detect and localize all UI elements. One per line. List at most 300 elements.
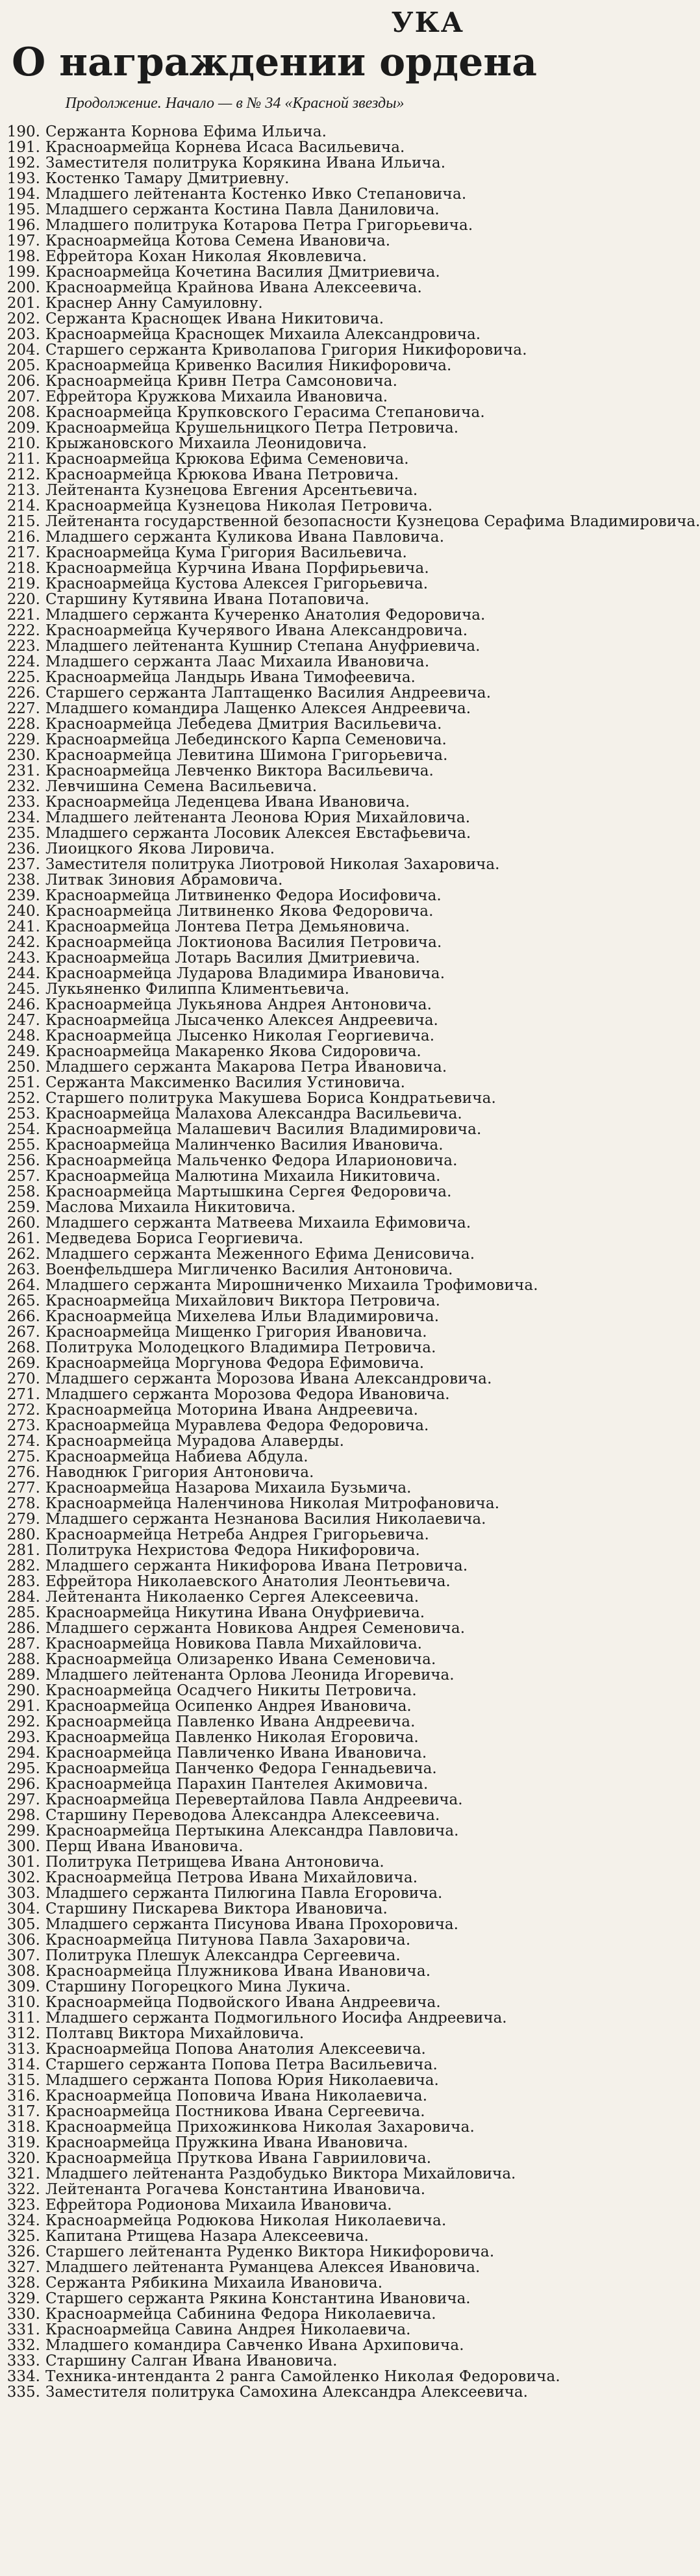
item-text: Младшего лейтенанта Раздобудько Виктора Михайловича.: [45, 2166, 516, 2182]
item-number: 300.: [6, 1838, 40, 1855]
item-number: 295.: [6, 1760, 40, 1777]
item-number: 222.: [6, 622, 40, 639]
item-number: 248.: [6, 1028, 40, 1044]
item-text: Старшину Кутявина Ивана Потаповича.: [45, 591, 369, 608]
item-text: Ефрейтора Николаевского Анатолия Леонтьевича.: [45, 1573, 451, 1590]
item-text: Красноармейца Павленко Ивана Андреевича.: [45, 1713, 416, 1730]
list-item: [5, 1792, 464, 1808]
item-text: Красноармейца Лударова Владимира Ивановича.: [45, 965, 445, 982]
item-number: 294.: [6, 1745, 40, 1762]
list-item: [5, 2229, 464, 2244]
item-number: 296.: [6, 1776, 40, 1793]
item-number: 203.: [6, 326, 40, 343]
list-item: [5, 1605, 464, 1621]
item-number: 326.: [6, 2243, 40, 2260]
list-item: [5, 2384, 528, 2401]
list-item: [5, 2290, 471, 2307]
list-item: [5, 2026, 464, 2041]
item-text: Лейтенанта Рогачева Константина Ивановича.: [45, 2181, 426, 2198]
list-item: [5, 1948, 464, 1964]
list-item: [5, 1215, 471, 1231]
item-text: Лукьяненко Филиппа Климентьевича.: [45, 981, 349, 998]
item-text: Красноармейца Лотарь Василия Дмитриевича.: [45, 950, 420, 966]
item-text: Красноармейца Малашевич Василия Владимировича.: [45, 1121, 482, 1138]
decree-heading-fragment: УКА: [391, 6, 464, 38]
item-number: 284.: [6, 1589, 40, 1606]
list-item: [5, 809, 471, 826]
item-number: 214.: [6, 498, 40, 514]
item-text: Младшего сержанта Подмогильного Иосифа Андреевича.: [45, 2010, 507, 2027]
item-number: 298.: [6, 1807, 40, 1824]
item-text: Красноармейца Крушельницкого Петра Петровича.: [45, 420, 459, 436]
item-text: Красноармейца Кустова Алексея Григорьевича.: [45, 575, 429, 592]
item-text: Красноармейца Олизаренко Ивана Семеновича.: [45, 1651, 436, 1668]
list-item: [5, 1153, 464, 1168]
item-text: Политрука Плешук Александра Сергеевича.: [45, 1947, 401, 1964]
list-item: [5, 420, 464, 436]
item-number: 286.: [6, 1620, 40, 1637]
list-item: [5, 1090, 497, 1107]
item-text: Красноармейца Лебединского Карпа Семеновича.: [45, 731, 447, 748]
item-text: Старшину Переводова Александра Алексеевича.: [45, 1807, 440, 1824]
item-number: 193.: [6, 170, 40, 187]
item-text: Младшего сержанта Морозова Ивана Александровича.: [45, 1370, 492, 1387]
item-number: 230.: [6, 747, 40, 764]
list-item: [5, 1059, 464, 1075]
item-number: 262.: [6, 1246, 40, 1263]
item-number: 196.: [6, 217, 40, 234]
item-text: Красноармейца Литвиненко Якова Федоровича.: [45, 903, 434, 920]
item-text: Младшего лейтенанта Кушнир Степана Ануфриевича.: [45, 638, 481, 655]
list-item: [5, 1574, 464, 1589]
item-number: 199.: [6, 264, 40, 281]
item-number: 268.: [6, 1339, 40, 1356]
item-text: Красноармейца Мартышкина Сергея Федоровича.: [45, 1183, 452, 1200]
list-item: [5, 1761, 464, 1776]
item-text: Младшего сержанта Незнанова Василия Николаевича.: [45, 1511, 486, 1528]
item-number: 232.: [6, 778, 40, 795]
list-item: [5, 950, 464, 966]
item-number: 322.: [6, 2181, 40, 2198]
list-item: [5, 1013, 464, 1028]
item-text: Красноармейца Левитина Шимона Григорьевича.: [45, 747, 448, 764]
item-text: Политрука Молодецкого Владимира Петровича.: [45, 1339, 436, 1356]
item-number: 256.: [6, 1152, 40, 1169]
list-item: [5, 2306, 464, 2322]
list-item: [5, 140, 464, 155]
list-item: [5, 1652, 464, 1667]
list-item: [5, 202, 464, 218]
item-text: Лиоицкого Якова Лировича.: [45, 840, 275, 857]
item-number: 249.: [6, 1043, 40, 1060]
list-item: [5, 186, 467, 203]
item-text: Перщ Ивана Ивановича.: [45, 1838, 244, 1855]
item-number: 215.: [6, 513, 40, 530]
item-text: Красноармейца Подвойского Ивана Андреевича.: [45, 1994, 441, 2011]
list-item: [5, 171, 464, 186]
item-text: Красноармейца Петрова Ивана Михайловича.: [45, 1869, 418, 1886]
item-number: 239.: [6, 887, 40, 904]
item-text: Заместителя политрука Самохина Александра Алексеевича.: [45, 2384, 528, 2401]
item-text: Младшего политрука Котарова Петра Григорьевича.: [45, 217, 473, 234]
item-text: Младшего лейтенанта Костенко Ивко Степановича.: [45, 186, 467, 203]
item-text: Младшего сержанта Матвеева Михаила Ефимовича.: [45, 1215, 471, 1231]
list-item: [5, 249, 464, 264]
item-number: 293.: [6, 1729, 40, 1746]
item-text: Красноармейца Павличенко Ивана Ивановича.: [45, 1745, 427, 1762]
item-number: 209.: [6, 420, 40, 436]
list-item: [5, 1465, 464, 1480]
item-number: 321.: [6, 2166, 40, 2182]
item-number: 205.: [6, 357, 40, 374]
list-item: [5, 825, 471, 842]
list-item: [5, 935, 464, 950]
item-number: 197.: [6, 233, 40, 249]
item-number: 238.: [6, 872, 40, 889]
list-item: [5, 342, 527, 359]
list-item: [5, 919, 464, 935]
list-item: [5, 2166, 516, 2182]
item-text: Младшего сержанта Костина Павла Даниловича.: [45, 201, 440, 218]
item-text: Политрука Нехристова Федора Никифоровича.: [45, 1542, 420, 1559]
list-item: [5, 545, 464, 561]
item-number: 318.: [6, 2119, 40, 2136]
list-item: [5, 296, 464, 311]
item-text: Красноармейца Пертыкина Александра Павловича.: [45, 1823, 459, 1839]
header-row: [5, 6, 464, 43]
list-item: [5, 1776, 464, 1792]
list-item: [5, 903, 464, 919]
item-text: Литвак Зиновия Абрамовича.: [45, 872, 283, 889]
list-item: [5, 1200, 464, 1215]
list-item: [5, 2338, 464, 2353]
item-text: Красноармейца Павленко Николая Егоровича.: [45, 1729, 419, 1746]
list-item: [5, 576, 464, 592]
item-number: 250.: [6, 1059, 40, 1076]
item-text: Ефрейтора Родионова Михаила Ивановича.: [45, 2197, 392, 2214]
item-text: Красноармейца Крупковского Герасима Степановича.: [45, 404, 485, 421]
list-item: [5, 1730, 464, 1745]
item-text: Младшего сержанта Попова Юрия Николаевича.: [45, 2072, 439, 2089]
list-item: [5, 1044, 464, 1059]
item-number: 212.: [6, 466, 40, 483]
item-text: Красноармейца Крюкова Ефима Семеновича.: [45, 451, 409, 468]
item-number: 291.: [6, 1698, 40, 1715]
item-number: 259.: [6, 1199, 40, 1216]
list-item: [5, 2119, 475, 2136]
list-item: [5, 2259, 481, 2276]
item-text: Старшину Пискарева Виктора Ивановича.: [45, 1900, 388, 1917]
item-number: 255.: [6, 1137, 40, 1154]
item-text: Заместителя политрука Корякина Ивана Ильича.: [45, 155, 446, 171]
list-item: [5, 592, 464, 607]
item-number: 218.: [6, 560, 40, 577]
item-number: 283.: [6, 1573, 40, 1590]
list-item: [5, 2010, 507, 2027]
list-item: [5, 1886, 464, 1901]
item-text: Младшего лейтенанта Орлова Леонида Игоревича.: [45, 1667, 455, 1684]
list-item: [5, 2243, 495, 2260]
list-item: [5, 1293, 464, 1309]
item-number: 225.: [6, 669, 40, 686]
item-text: Красноармейца Перевертайлова Павла Андреевича.: [45, 1791, 463, 1808]
item-text: Красноармейца Малахова Александра Васильевича.: [45, 1105, 462, 1122]
list-item: [5, 1231, 464, 1246]
list-item: [5, 1964, 464, 1979]
list-item: [5, 2088, 464, 2104]
item-number: 302.: [6, 1869, 40, 1886]
award-list: [5, 123, 700, 2401]
item-text: Красноармейца Постникова Ивана Сергеевича.: [45, 2103, 425, 2120]
item-number: 319.: [6, 2134, 40, 2151]
list-item: [5, 1340, 464, 1356]
list-item: [5, 358, 464, 373]
item-text: Младшего сержанта Лосовик Алексея Евстафьевича.: [45, 825, 471, 842]
item-text: Старшего сержанта Криволапова Григория Никифоровича.: [45, 342, 527, 359]
list-item: [5, 2057, 464, 2073]
list-item: [5, 1495, 500, 1512]
item-number: 274.: [6, 1433, 40, 1450]
list-item: [5, 264, 464, 280]
list-item: [5, 1917, 464, 1932]
item-number: 224.: [6, 653, 40, 670]
item-number: 299.: [6, 1823, 40, 1839]
item-number: 208.: [6, 404, 40, 421]
list-item: [5, 233, 464, 249]
item-text: Красноармейца Крюкова Ивана Петровича.: [45, 466, 399, 483]
item-text: Красноармейца Лонтева Петра Демьяновича.: [45, 918, 410, 935]
list-item: [5, 779, 464, 794]
item-text: Младшего сержанта Макарова Петра Ивановича.: [45, 1059, 447, 1076]
item-text: Политрука Петрищева Ивана Антоновича.: [45, 1854, 384, 1871]
item-text: Медведева Бориса Георгиевича.: [45, 1230, 304, 1247]
item-number: 305.: [6, 1916, 40, 1933]
item-text: Красноармейца Крайнова Ивана Алексеевича.: [45, 279, 422, 296]
item-text: Старшину Погорецкого Мина Лукича.: [45, 1978, 351, 1995]
item-text: Красноармейца Кривенко Василия Никифоровича.: [45, 357, 452, 374]
list-item: [5, 622, 468, 639]
item-number: 335.: [6, 2384, 40, 2401]
item-number: 234.: [6, 809, 40, 826]
item-text: Красноармейца Макаренко Якова Сидоровича.: [45, 1043, 421, 1060]
item-number: 264.: [6, 1277, 40, 1294]
item-text: Красноармейца Парахин Пантелея Акимовича.: [45, 1776, 429, 1793]
item-text: Красноармейца Локтионова Василия Петровича.: [45, 934, 442, 951]
item-number: 235.: [6, 825, 40, 842]
item-number: 229.: [6, 731, 40, 748]
list-item: [5, 217, 473, 234]
item-text: Красноармейца Питунова Павла Захаровича.: [45, 1932, 411, 1949]
item-number: 290.: [6, 1682, 40, 1699]
item-number: 223.: [6, 638, 40, 655]
item-number: 324.: [6, 2212, 40, 2229]
list-item: [5, 1558, 468, 1574]
list-item: [5, 1356, 464, 1371]
item-number: 220.: [6, 591, 40, 608]
item-number: 228.: [6, 716, 40, 733]
list-item: [5, 872, 464, 888]
item-text: Красноармейца Мурадова Алаверды.: [45, 1433, 345, 1450]
item-number: 323.: [6, 2197, 40, 2214]
item-number: 204.: [6, 342, 40, 359]
item-number: 210.: [6, 435, 40, 452]
item-number: 327.: [6, 2259, 40, 2276]
item-text: Красноармейца Савина Андрея Николаевича.: [45, 2321, 411, 2338]
list-item: [5, 280, 464, 296]
item-text: Красноармейца Пружкина Ивана Ивановича.: [45, 2134, 408, 2151]
item-number: 247.: [6, 1012, 40, 1029]
item-text: Красноармейца Осадчего Никиты Петровича.: [45, 1682, 417, 1699]
item-number: 251.: [6, 1074, 40, 1091]
item-text: Младшего сержанта Пилюгина Павла Егоровича.: [45, 1885, 443, 1902]
item-number: 191.: [6, 139, 40, 156]
item-text: Крыжановского Михаила Леонидовича.: [45, 435, 368, 452]
list-item: [5, 1714, 464, 1730]
list-item: [5, 966, 464, 981]
list-item: [5, 1324, 464, 1340]
item-number: 307.: [6, 1947, 40, 1964]
item-text: Красноармейца Родюкова Николая Николаевича.: [45, 2212, 447, 2229]
item-number: 277.: [6, 1480, 40, 1496]
item-text: Старшего лейтенанта Руденко Виктора Никифоровича.: [45, 2243, 495, 2260]
item-number: 198.: [6, 248, 40, 265]
item-number: 266.: [6, 1308, 40, 1325]
list-item: [5, 638, 481, 655]
list-item: [5, 1106, 464, 1122]
item-number: 320.: [6, 2150, 40, 2167]
list-item: [5, 1636, 464, 1652]
item-text: Младшего лейтенанта Леонова Юрия Михайловича.: [45, 809, 471, 826]
item-number: 311.: [6, 2010, 40, 2027]
list-item: [5, 997, 464, 1013]
item-text: Красноармейца Наленчинова Николая Митрофановича.: [45, 1495, 500, 1512]
item-text: Сержанта Корнова Ефима Ильича.: [45, 123, 327, 140]
list-item: [5, 1839, 464, 1854]
item-number: 236.: [6, 840, 40, 857]
item-number: 309.: [6, 1978, 40, 1995]
list-item: [5, 2275, 464, 2291]
item-text: Красноармейца Михайлович Виктора Петровича.: [45, 1293, 440, 1309]
item-text: Красноармейца Попова Анатолия Алексеевича.: [45, 2041, 426, 2058]
item-text: Лейтенанта Николаенко Сергея Алексеевича.: [45, 1589, 419, 1606]
item-number: 297.: [6, 1791, 40, 1808]
item-number: 304.: [6, 1900, 40, 1917]
item-number: 219.: [6, 575, 40, 592]
list-item: [5, 856, 500, 873]
item-number: 288.: [6, 1651, 40, 1668]
item-number: 267.: [6, 1324, 40, 1341]
list-item: [5, 326, 481, 343]
item-number: 257.: [6, 1168, 40, 1185]
item-number: 227.: [6, 700, 40, 717]
item-number: 308.: [6, 1963, 40, 1980]
item-number: 306.: [6, 1932, 40, 1949]
list-item: [5, 451, 464, 467]
item-number: 330.: [6, 2306, 40, 2323]
item-text: Красноармейца Корнева Исаса Васильевича.: [45, 139, 405, 156]
item-text: Красноармейца Кума Григория Васильевича.: [45, 544, 407, 561]
item-number: 194.: [6, 186, 40, 203]
item-text: Техника-интенданта 2 ранга Самойленко Николая Федоровича.: [45, 2368, 560, 2385]
item-number: 260.: [6, 1215, 40, 1231]
list-item: [5, 1589, 464, 1605]
item-number: 301.: [6, 1854, 40, 1871]
item-text: Краснер Анну Самуиловну.: [45, 295, 263, 312]
item-text: Наводнюк Григория Антоновича.: [45, 1464, 314, 1481]
item-text: Красноармейца Сабинина Федора Николаевича.: [45, 2306, 436, 2323]
list-item: [5, 513, 700, 530]
list-item: [5, 1137, 464, 1153]
item-text: Красноармейца Ландырь Ивана Тимофеевича.: [45, 669, 416, 686]
list-item: [5, 1870, 464, 1886]
item-text: Красноармейца Нетреба Андрея Григорьевича.: [45, 1526, 429, 1543]
item-number: 261.: [6, 1230, 40, 1247]
item-text: Красноармейца Кочетина Василия Дмитриевича.: [45, 264, 440, 281]
item-number: 280.: [6, 1526, 40, 1543]
item-text: Красноармейца Панченко Федора Геннадьевича.: [45, 1760, 437, 1777]
item-number: 287.: [6, 1635, 40, 1652]
item-text: Красноармейца Кучерявого Ивана Александровича.: [45, 622, 468, 639]
item-text: Красноармейца Назарова Михаила Бузьмича.: [45, 1480, 412, 1496]
item-text: Красноармейца Лукьянова Андрея Антоновича.: [45, 996, 432, 1013]
item-number: 207.: [6, 388, 40, 405]
item-text: Сержанта Максименко Василия Устиновича.: [45, 1074, 405, 1091]
item-number: 273.: [6, 1417, 40, 1434]
item-number: 281.: [6, 1542, 40, 1559]
item-text: Младшего сержанта Писунова Ивана Прохоровича.: [45, 1916, 458, 1933]
item-number: 265.: [6, 1293, 40, 1309]
list-item: [5, 467, 464, 483]
list-item: [5, 685, 492, 701]
item-text: Красноармейца Лысенко Николая Георгиевича.: [45, 1028, 435, 1044]
item-text: Красноармейца Михелева Ильи Владимировича.: [45, 1308, 440, 1325]
item-number: 285.: [6, 1604, 40, 1621]
list-item: [5, 1527, 464, 1543]
item-number: 329.: [6, 2290, 40, 2307]
item-text: Младшего командира Лащенко Алексея Андреевича.: [45, 700, 471, 717]
list-item: [5, 1667, 464, 1683]
item-number: 334.: [6, 2368, 40, 2385]
item-number: 333.: [6, 2353, 40, 2369]
item-number: 312.: [6, 2025, 40, 2042]
item-number: 279.: [6, 1511, 40, 1528]
item-text: Лейтенанта Кузнецова Евгения Арсентьевича.: [45, 482, 418, 499]
item-text: Ефрейтора Кружкова Михаила Ивановича.: [45, 388, 388, 405]
item-number: 313.: [6, 2041, 40, 2058]
item-text: Старшего сержанта Рякина Константина Ивановича.: [45, 2290, 471, 2307]
item-number: 272.: [6, 1402, 40, 1419]
item-number: 241.: [6, 918, 40, 935]
item-text: Красноармейца Лебедева Дмитрия Васильевича.: [45, 716, 442, 733]
continuation-note: Продолжение. Начало — в № 34 «Красной звезды»: [65, 95, 405, 112]
item-text: Красноармейца Муравлева Федора Федоровича.: [45, 1417, 429, 1434]
list-item: [5, 483, 464, 498]
list-item: [5, 2151, 464, 2166]
item-text: Красноармейца Левченко Виктора Васильевича.: [45, 763, 434, 779]
list-item: [5, 404, 485, 421]
item-text: Заместителя политрука Лиотровой Николая Захаровича.: [45, 856, 500, 873]
item-text: Красноармейца Никутина Ивана Онуфриевича.: [45, 1604, 425, 1621]
item-number: 190.: [6, 123, 40, 140]
item-number: 316.: [6, 2088, 40, 2104]
list-item: [5, 1168, 464, 1184]
item-number: 314.: [6, 2056, 40, 2073]
list-item: [5, 748, 464, 763]
list-item: [5, 1449, 464, 1465]
item-number: 269.: [6, 1355, 40, 1372]
item-text: Красноармейца Моторина Ивана Андреевича.: [45, 1402, 419, 1419]
item-number: 254.: [6, 1121, 40, 1138]
